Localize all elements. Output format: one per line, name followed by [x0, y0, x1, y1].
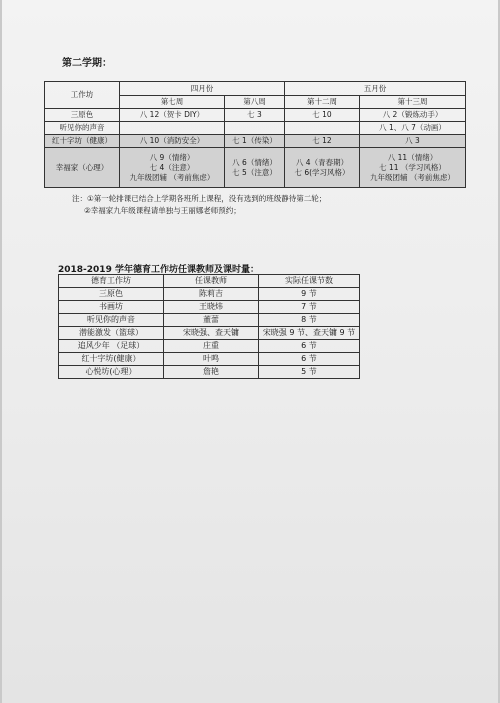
cell [225, 148, 285, 188]
cell: 八 1、八 7（动画） [360, 122, 466, 135]
cell: 书画坊 [59, 301, 164, 314]
cell: 七 10 [285, 109, 360, 122]
cell: 八 2（锻炼动手） [360, 109, 466, 122]
table-row [59, 314, 360, 327]
header-week8: 第八周 [225, 96, 285, 109]
cell [285, 148, 360, 188]
header-april: 四月份 [120, 82, 285, 96]
table-row [59, 340, 360, 353]
cell: 八 3 [360, 135, 466, 148]
table-row [59, 366, 360, 379]
cell-line: 九年级团辅 （考前焦虑） [129, 172, 215, 182]
header-may: 五月份 [285, 82, 466, 96]
table-row [59, 353, 360, 366]
cell: 詹艳 [164, 366, 259, 379]
notes [72, 193, 326, 217]
workshop-name: 幸福家（心理） [45, 148, 120, 188]
column-header: 实际任课节数 [259, 275, 360, 288]
table-row [45, 148, 466, 188]
cell: 6 节 [259, 353, 360, 366]
cell: 庄重 [164, 340, 259, 353]
header-week12: 第十二周 [285, 96, 360, 109]
table-row [45, 122, 466, 135]
cell [285, 122, 360, 135]
cell: 6 节 [259, 340, 360, 353]
cell [360, 148, 466, 188]
cell: 七 3 [225, 109, 285, 122]
workshop-name: 红十字坊（健康） [45, 135, 120, 148]
cell: 宋晓强 9 节、查天镛 9 节 [259, 327, 360, 340]
column-header: 任课教师 [164, 275, 259, 288]
workshop-name: 听见你的声音 [45, 122, 120, 135]
cell [120, 148, 225, 188]
cell: 王晓炜 [164, 301, 259, 314]
header-workshop: 工作坊 [45, 82, 120, 109]
cell-line: 七 11 （学习风格） [379, 162, 446, 172]
table-header-row [59, 275, 360, 288]
cell: 5 节 [259, 366, 360, 379]
section1-title: 第二学期： [62, 58, 112, 69]
cell: 潜能激发（篮球） [59, 327, 164, 340]
cell: 9 节 [259, 288, 360, 301]
schedule-table [44, 81, 466, 188]
cell-line: 七 6(学习风格） [294, 167, 350, 177]
header-week7: 第七周 [120, 96, 225, 109]
cell: 心悦坊(心理） [59, 366, 164, 379]
cell: 八 12（贺卡 DIY） [120, 109, 225, 122]
cell: 追风少年 （足球） [59, 340, 164, 353]
cell: 陈莉吉 [164, 288, 259, 301]
cell: 七 12 [285, 135, 360, 148]
cell-line: 八 11（情绪） [387, 152, 438, 162]
cell-line: 七 5（注意） [232, 167, 277, 177]
cell: 宋晓强、查天镛 [164, 327, 259, 340]
teacher-table [58, 274, 360, 379]
cell-line: 八 9（情绪） [149, 152, 195, 162]
note-line: 注：①第一轮排课已结合上学期各班所上课程，没有选到的班级静待第二轮； [72, 194, 327, 203]
table-row [45, 109, 466, 122]
table-row [59, 327, 360, 340]
cell: 8 节 [259, 314, 360, 327]
cell-line: 八 4（青春期） [295, 157, 349, 167]
table-row [59, 288, 360, 301]
cell: 八 10（消防安全） [120, 135, 225, 148]
cell-line: 七 4（注意） [149, 162, 195, 172]
cell: 红十字坊(健康） [59, 353, 164, 366]
note-line: ②幸福家九年级课程请单独与王丽娜老师预约； [84, 206, 241, 215]
cell [225, 122, 285, 135]
column-header: 德育工作坊 [59, 275, 164, 288]
cell: 七 1（传染） [225, 135, 285, 148]
cell-line: 八 6（情绪） [232, 157, 277, 167]
table-row [59, 301, 360, 314]
section2-title: 2018-2019 学年德育工作坊任课教师及课时量： [58, 265, 259, 275]
table-row [45, 135, 466, 148]
cell: 听见你的声音 [59, 314, 164, 327]
cell: 叶鸣 [164, 353, 259, 366]
cell: 7 节 [259, 301, 360, 314]
cell: 董蕾 [164, 314, 259, 327]
document-page [2, 0, 498, 703]
workshop-name: 三原色 [45, 109, 120, 122]
cell [120, 122, 225, 135]
cell-line: 九年级团辅 （考前焦虑） [370, 172, 455, 182]
header-week13: 第十三周 [360, 96, 466, 109]
cell: 三原色 [59, 288, 164, 301]
